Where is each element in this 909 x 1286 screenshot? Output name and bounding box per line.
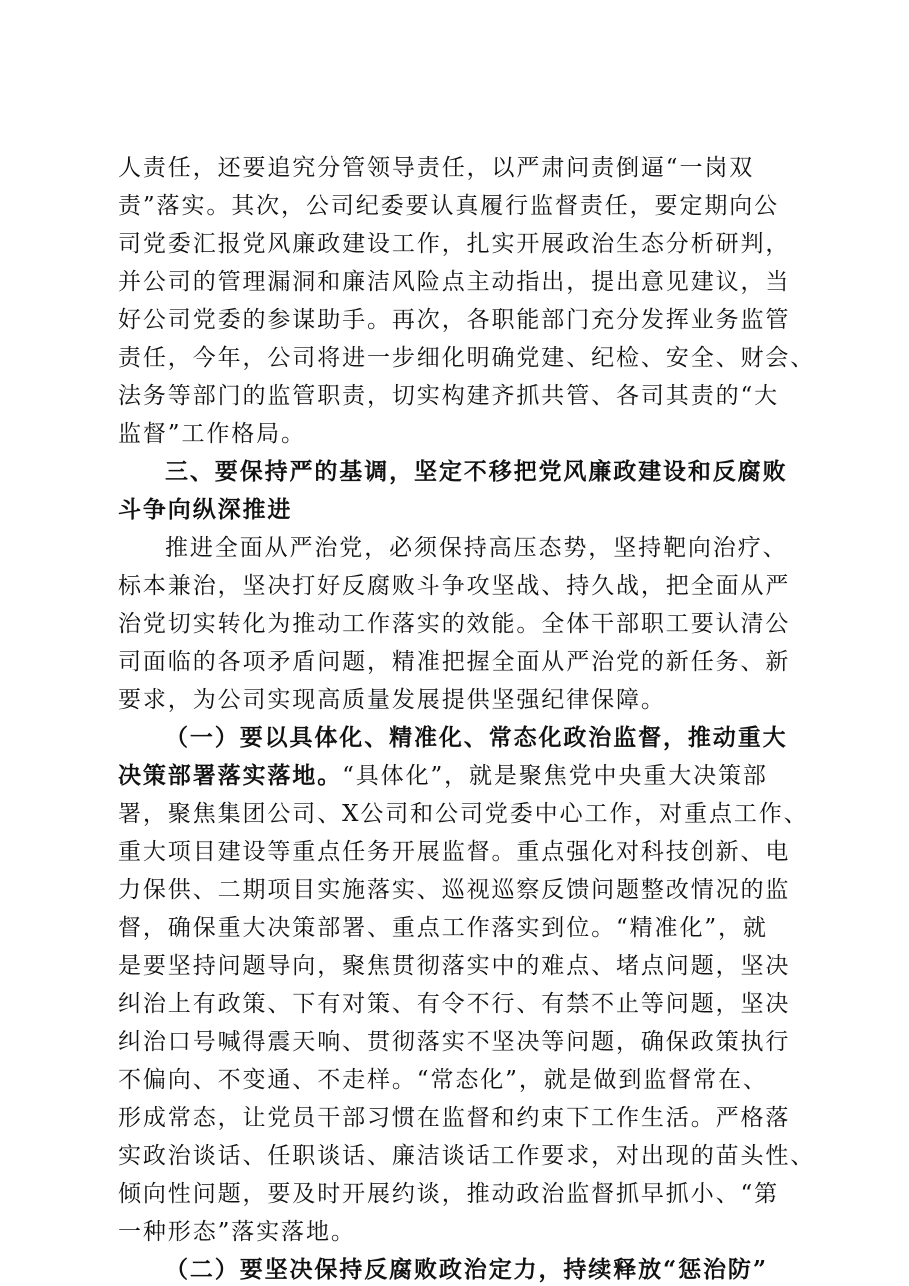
section-heading: 三、要保持严的基调，坚定不移把党风廉政建设和反腐败 [165,458,788,485]
subsection-heading: 决策部署落实落地。 [118,762,343,789]
body-line: 并公司的管理漏洞和廉洁风险点主动指出，提出意见建议，当 [118,269,791,295]
body-line: 督，确保重大决策部署、重点工作落实到位。“精准化”，就 [118,915,768,941]
body-line: 要求，为公司实现高质量发展提供坚强纪律保障。 [118,687,666,713]
body-line: 人责任，还要追究分管领导责任，以严肃问责倒逼“一岗双 [118,155,755,181]
body-line: 责”落实。其次，公司纪委要认真履行监督责任，要定期向公 [118,193,780,219]
body-line: 好公司党委的参谋助手。再次，各职能部门充分发挥业务监管 [118,307,791,333]
body-line: 责任，今年，公司将进一步细化明确党建、纪检、安全、财会、 [118,345,816,371]
body-line: 一种形态”落实落地。 [118,1219,356,1245]
body-line: 司党委汇报党风廉政建设工作，扎实开展政治生态分析研判， [118,231,791,257]
body-line: 监督”工作格局。 [118,421,306,447]
subsection-heading: （二）要坚决保持反腐败政治定力，持续释放“惩治防” [165,1256,768,1283]
body-line: 倾向性问题，要及时开展约谈，推动政治监督抓早抓小、“第 [118,1181,780,1207]
section-heading: 斗争向纵深推进 [118,496,293,523]
subsection-heading: （一）要以具体化、精准化、常态化政治监督，推动重大 [165,724,788,751]
body-line: 标本兼治，坚决打好反腐败斗争攻坚战、持久战，把全面从严 [118,573,791,599]
body-line: 重大项目建设等重点任务开展监督。重点强化对科技创新、电 [118,839,791,865]
body-line: 司面临的各项矛盾问题，精准把握全面从严治党的新任务、新 [118,649,791,675]
body-line: 纠治口号喊得震天响、贯彻落实不坚决等问题，确保政策执行 [118,1029,791,1055]
body-line: 治党切实转化为推动工作落实的效能。全体干部职工要认清公 [118,611,791,637]
body-line: 署，聚焦集团公司、X公司和公司党委中心工作，对重点工作、 [118,801,809,827]
body-line: 推进全面从严治党，必须保持高压态势，坚持靶向治疗、 [165,535,788,561]
body-line: 不偏向、不变通、不走样。“常态化”，就是做到监督常在、 [118,1067,768,1093]
body-line: 是要坚持问题导向，聚焦贯彻落实中的难点、堵点问题，坚决 [118,953,791,979]
body-text: “具体化”，就是聚焦党中央重大决策部 [342,763,768,789]
body-line-mixed [118,761,768,791]
body-line: 实政治谈话、任职谈话、廉洁谈话工作要求，对出现的苗头性、 [118,1143,816,1169]
body-line: 法务等部门的监管职责，切实构建齐抓共管、各司其责的“大 [118,383,780,409]
body-line: 形成常态，让党员干部习惯在监督和约束下工作生活。严格落 [118,1105,791,1131]
body-line: 力保供、二期项目实施落实、巡视巡察反馈问题整改情况的监 [118,877,791,903]
body-line: 纠治上有政策、下有对策、有令不行、有禁不止等问题，坚决 [118,991,791,1017]
